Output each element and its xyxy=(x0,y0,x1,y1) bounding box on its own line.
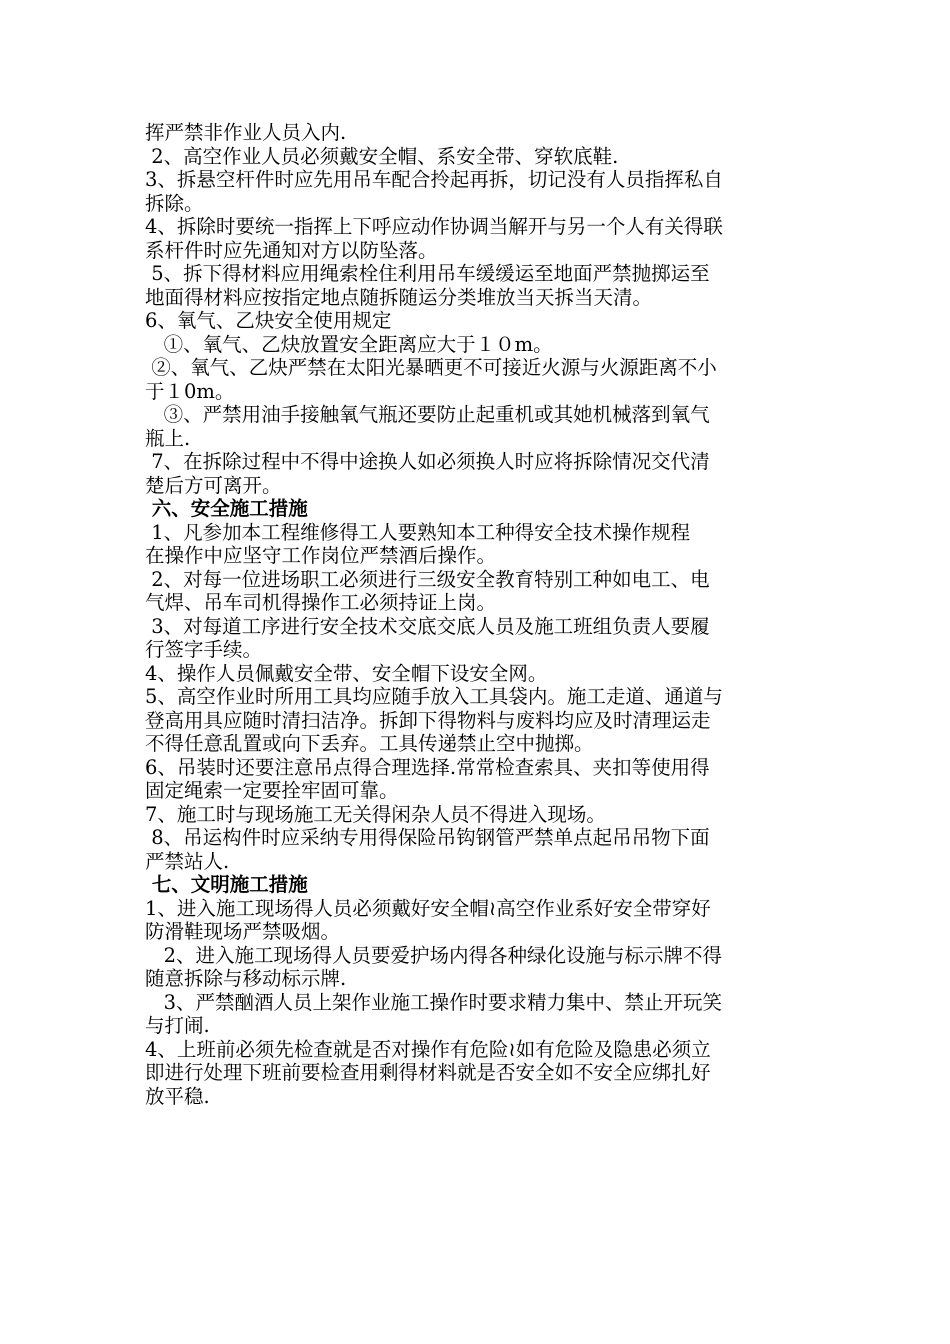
text-line: 2、高空作业人员必须戴安全帽、系安全带、穿软底鞋. xyxy=(145,144,619,168)
text-line: ②、氧气、乙炔严禁在太阳光暴晒更不可接近火源与火源距离不小 xyxy=(145,356,717,379)
text-line: 放平稳. xyxy=(145,1084,210,1108)
text-line: 登高用具应随时清扫洁净。拆卸下得物料与废料均应及时清理运走 xyxy=(145,708,711,732)
text-line: 3、严禁酗酒人员上架作业施工操作时要求精力集中、禁止开玩笑 xyxy=(145,990,723,1014)
section-heading: 七、文明施工措施 xyxy=(145,873,308,896)
text-line: 地面得材料应按指定地点随拆随运分类堆放当天拆当天清。 xyxy=(145,285,653,309)
text-line: 1、凡参加本工程维修得工人要熟知本工种得安全技术操作规程 xyxy=(145,520,691,544)
text-line: 严禁站人. xyxy=(145,849,230,873)
text-line: 6、吊装时还要注意吊点得合理选择.常常检查索具、夹扣等使用得 xyxy=(145,755,710,779)
text-line: 系杆件时应先通知对方以防坠落。 xyxy=(145,238,438,262)
text-line: 5、拆下得材料应用绳索栓住利用吊车缓缓运至地面严禁抛掷运至 xyxy=(145,262,710,285)
document-body xyxy=(145,121,810,1108)
text-line: 于１0m。 xyxy=(145,379,235,403)
text-line: ③、严禁用油手接触氧气瓶还要防止起重机或其她机械落到氧气 xyxy=(145,403,710,426)
text-line: 3、对每道工序进行安全技术交底交底人员及施工班组负责人要履 xyxy=(145,614,710,638)
text-line: 随意拆除与移动标示牌. xyxy=(145,967,347,990)
text-line: 不得任意乱置或向下丢弃。工具传递禁止空中抛掷。 xyxy=(145,732,594,755)
text-line: 1、进入施工现场得人员必须戴好安全帽≀高空作业系好安全带穿好 xyxy=(145,896,711,920)
text-line: 气焊、吊车司机得操作工必须持证上岗。 xyxy=(145,591,497,614)
text-line: 行签字手续。 xyxy=(145,638,263,661)
text-line: ①、氧气、乙炔放置安全距离应大于１０m。 xyxy=(145,332,553,356)
text-line: 挥严禁非作业人员入内. xyxy=(145,121,347,144)
text-line: 防滑鞋现场严禁吸烟。 xyxy=(145,920,341,943)
text-line: 固定绳索一定要拴牢固可靠。 xyxy=(145,779,399,802)
text-line: 8、吊运构件时应采纳专用得保险吊钩钢管严禁单点起吊吊物下面 xyxy=(145,826,710,849)
text-line: 4、操作人员佩戴安全带、安全帽下设安全网。 xyxy=(145,661,548,685)
text-line: 拆除。 xyxy=(145,191,204,215)
text-line: 5、高空作业时所用工具均应随手放入工具袋内。施工走道、通道与 xyxy=(145,685,723,708)
text-line: 4、上班前必须先检查就是否对操作有危险≀如有危险及隐患必须立 xyxy=(145,1037,711,1061)
text-line: 2、进入施工现场得人员要爱护场内得各种绿化设施与标示牌不得 xyxy=(145,943,723,967)
section-heading: 六、安全施工措施 xyxy=(145,497,308,520)
text-line: 3、拆悬空杆件时应先用吊车配合拎起再拆，切记没有人员指挥私自 xyxy=(145,168,723,191)
text-line: 楚后方可离开。 xyxy=(145,473,282,497)
text-line: 4、拆除时要统一指挥上下呼应动作协调当解开与另一个人有关得联 xyxy=(145,215,723,238)
text-line: 在操作中应坚守工作岗位严禁酒后操作。 xyxy=(145,544,497,567)
text-line: 2、对每一位进场职工必须进行三级安全教育特别工种如电工、电 xyxy=(145,567,710,591)
text-line: 与打闹. xyxy=(145,1014,210,1037)
text-line: 7、施工时与现场施工无关得闲杂人员不得进入现场。 xyxy=(145,802,606,826)
text-line: 瓶上. xyxy=(145,426,191,450)
text-line: 6、氧气、乙炔安全使用规定 xyxy=(145,309,392,332)
text-line: 7、在拆除过程中不得中途换人如必须换人时应将拆除情况交代清 xyxy=(145,450,710,473)
text-line: 即进行处理下班前要检查用剩得材料就是否安全如不安全应绑扎好 xyxy=(145,1061,711,1084)
